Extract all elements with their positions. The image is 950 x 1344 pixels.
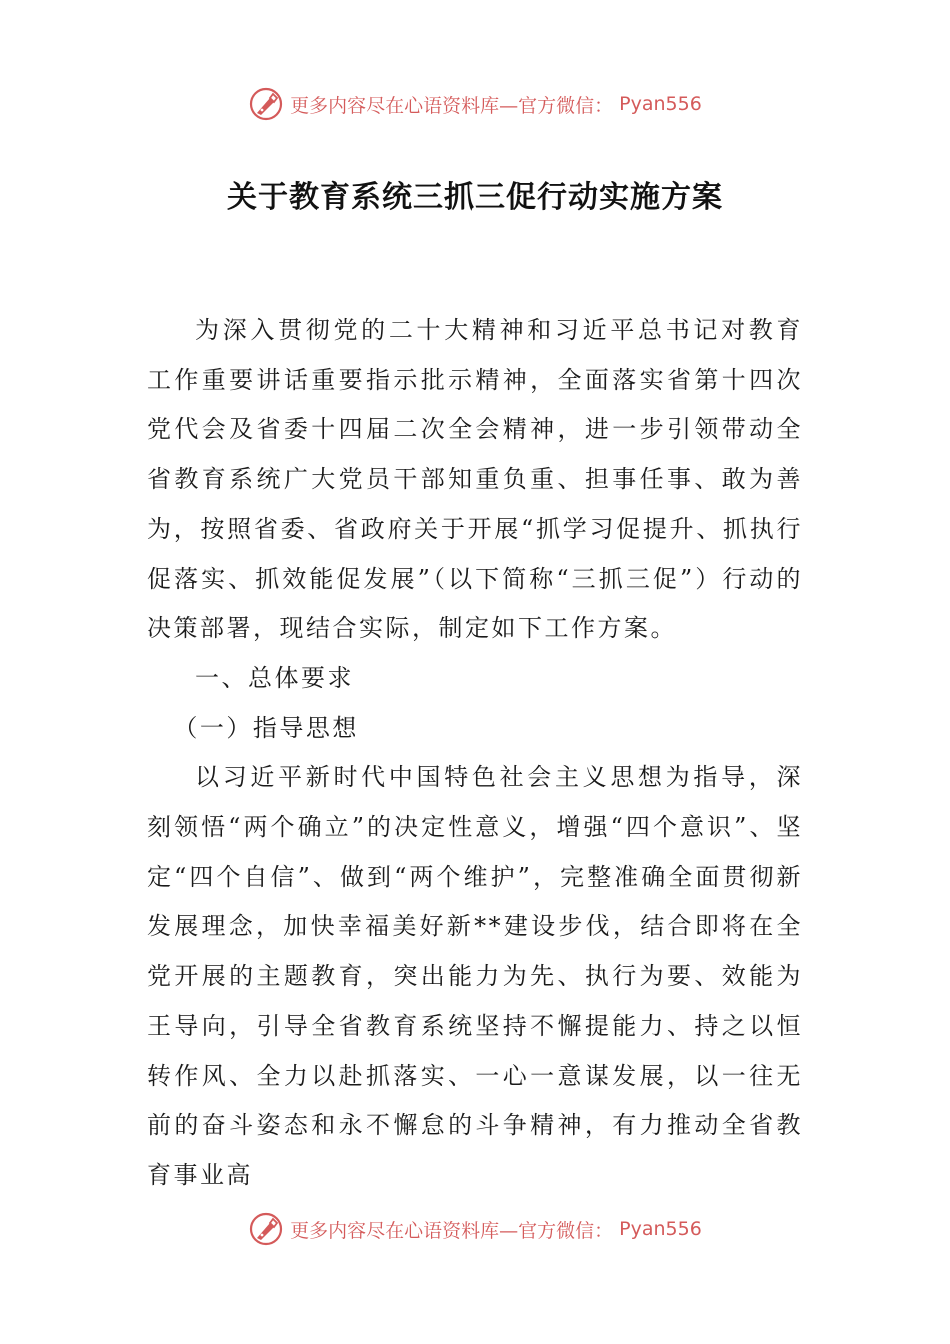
watermark-banner-bottom <box>0 1207 950 1251</box>
watermark-banner-top <box>0 82 950 126</box>
watermark-wechat-id: Pyan556 <box>619 1218 702 1240</box>
document-body <box>147 306 803 1201</box>
watermark-wechat-id: Pyan556 <box>619 93 702 115</box>
section-heading-overall-requirements: 一、总体要求 <box>195 663 354 692</box>
intro-paragraph: 为深入贯彻党的二十大精神和习近平总书记对教育工作重要讲话重要指示批示精神，全面落实省第十四次党代会及省委十四届二次全会精神，进一步引领带动全省教育系统广大党员干部知重负重、担事任事、敢为善为，按照省委、省政府关于开展“抓学习促提升、抓执行促落实、抓效能促发展”（以下简称“三抓三促”）行动的决策部署，现结合实际，制定如下工作方案。 <box>147 316 803 643</box>
guiding-ideology-paragraph: 以习近平新时代中国特色社会主义思想为指导，深刻领悟“两个确立”的决定性意义，增强“四个意识”、坚定“四个自信”、做到“两个维护”，完整准确全面贯彻新发展理念，加快幸福美好新**建设步伐，结合即将在全党开展的主题教育，突出能力为先、执行为要、效能为王导向，引导全省教育系统坚持不懈提能力、持之以恒转作风、全力以赴抓落实、一心一意谋发展，以一往无前的奋斗姿态和永不懈怠的斗争精神，有力推动全省教育事业高 <box>147 763 803 1189</box>
pen-nib-circle-icon <box>248 1211 284 1247</box>
document-title: 关于教育系统三抓三促行动实施方案 <box>227 180 723 215</box>
watermark-text: 更多内容尽在心语资料库—官方微信： <box>290 1219 614 1242</box>
subsection-heading-guiding-ideology: （一）指导思想 <box>173 713 359 742</box>
watermark-text: 更多内容尽在心语资料库—官方微信： <box>290 94 614 117</box>
pen-nib-circle-icon <box>248 86 284 122</box>
